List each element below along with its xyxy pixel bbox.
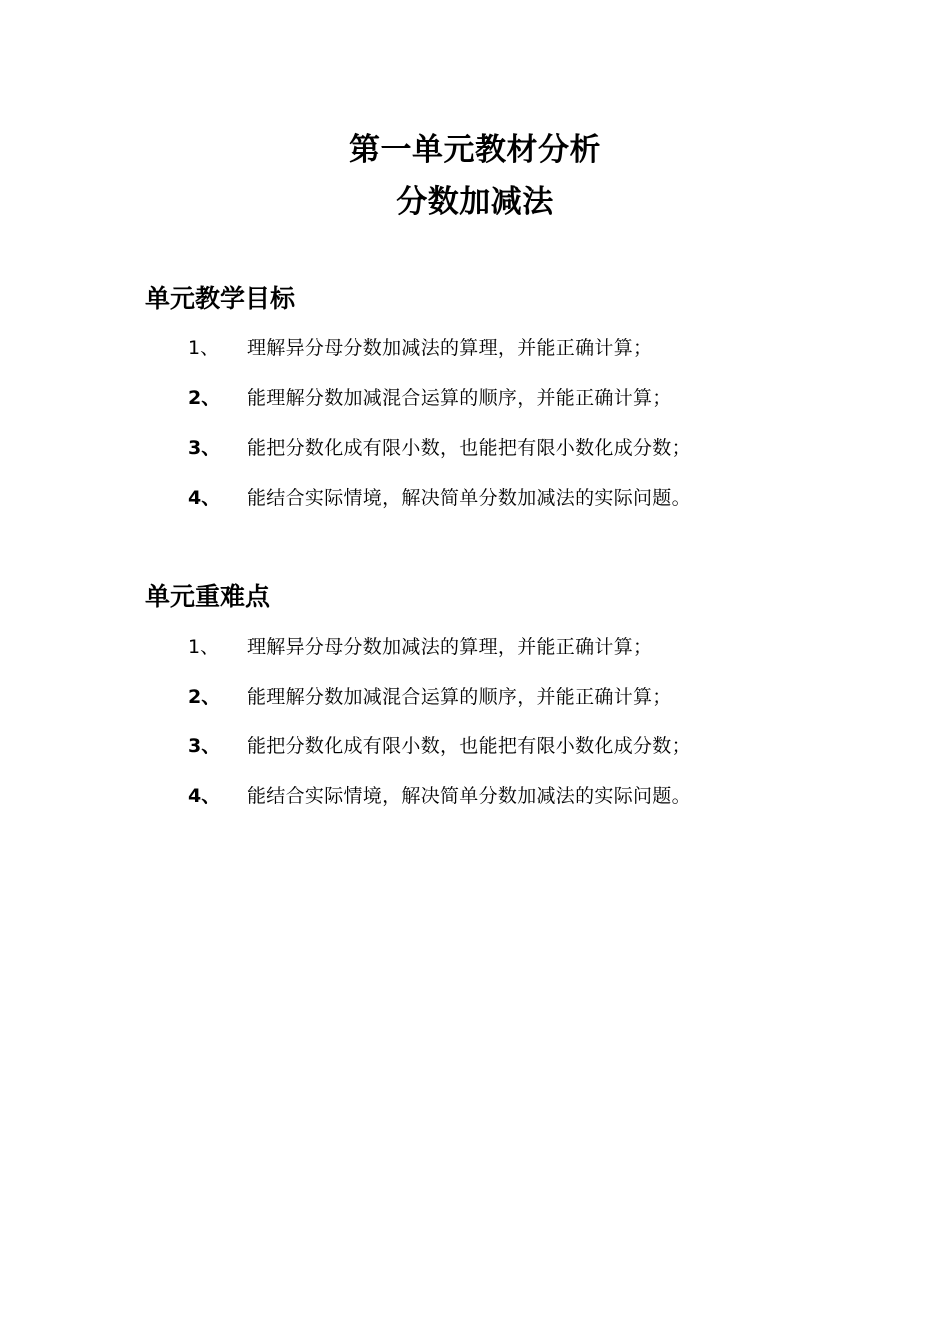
list-item-number: 4、 [188,487,221,509]
list-item-text: 理解异分母分数加减法的算理，并能正确计算； [247,636,653,658]
list-item-text: 能理解分数加减混合运算的顺序，并能正确计算； [247,387,672,409]
list-item-text: 能结合实际情境，解决简单分数加减法的实际问题。 [247,487,691,509]
list-item [0,729,950,763]
section-heading-teaching-goals: 单元教学目标 [145,284,296,313]
list-item-number: 2、 [188,686,221,708]
list-item-text: 理解异分母分数加减法的算理，并能正确计算； [247,337,653,359]
document-subtitle: 分数加减法 [396,184,554,220]
list-item-number: 1、 [188,337,220,359]
list-item-number: 1、 [188,636,220,658]
list-item [0,381,950,415]
list-item [0,331,950,365]
section-heading-key-difficulties: 单元重难点 [145,582,271,611]
list-item-text: 能结合实际情境，解决简单分数加减法的实际问题。 [247,785,691,807]
list-item-number: 3、 [188,735,221,757]
list-item-number: 2、 [188,387,221,409]
list-item-text: 能把分数化成有限小数，也能把有限小数化成分数； [247,437,691,459]
list-item-number: 4、 [188,785,221,807]
document-title: 第一单元教材分析 [349,132,601,168]
list-item [0,431,950,465]
list-item-text: 能把分数化成有限小数，也能把有限小数化成分数； [247,735,691,757]
list-item [0,481,950,515]
list-item [0,680,950,714]
list-item-text: 能理解分数加减混合运算的顺序，并能正确计算； [247,686,672,708]
list-item [0,630,950,664]
list-item [0,779,950,813]
list-item-number: 3、 [188,437,221,459]
